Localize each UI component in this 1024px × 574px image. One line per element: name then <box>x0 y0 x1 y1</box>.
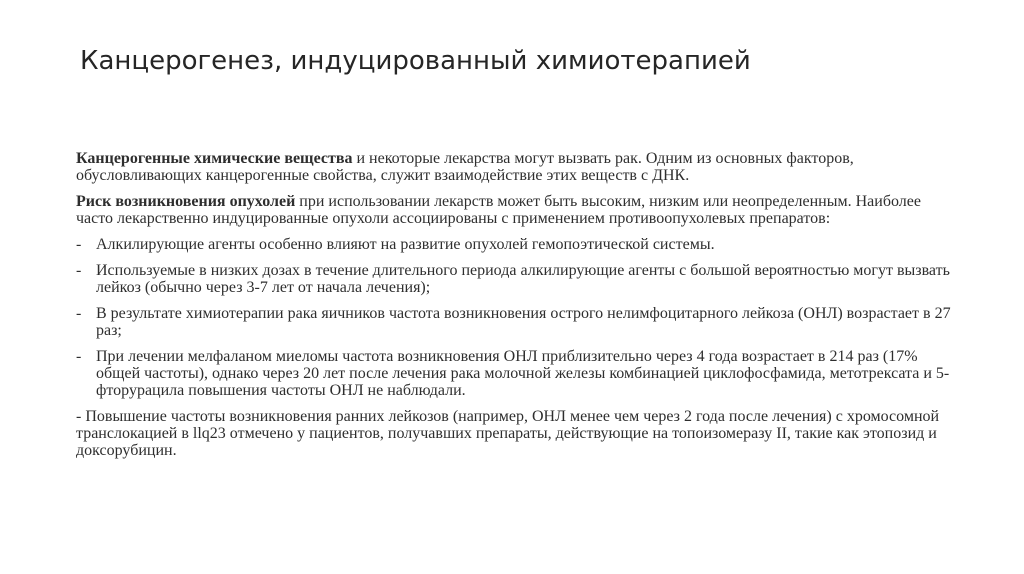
paragraph-carcinogens <box>76 150 956 184</box>
paragraph-bold-lead: Риск возникновения опухолей <box>76 193 296 210</box>
bullet-item <box>76 236 956 253</box>
bullet-text: Повышение частоты возникновения ранних лейкозов (например, ОНЛ менее чем через 2 года после лечения) с хромосомной транслокацией в llq23 отмечено у пациентов, получавших препараты, действующие на топоизомеразу II, такие как этопозид и доксорубицин. <box>76 408 940 459</box>
bullet-text: Алкилирующие агенты особенно влияют на развитие опухолей гемопоэтической системы. <box>96 236 715 253</box>
paragraph-tumor-risk <box>76 193 956 227</box>
bullet-marker: - <box>76 408 82 425</box>
bullet-marker: - <box>76 348 82 365</box>
slide-title: Канцерогенез, индуцированный химиотерапией <box>80 46 751 76</box>
bullet-item <box>76 348 956 399</box>
bullet-item <box>76 408 956 459</box>
paragraph-text: при использовании лекарств может быть высоким, низким или неопределенным. Наиболее часто лекарственно индуцированные опухоли ассоциированы с применением противоопухолевых препаратов: <box>76 193 921 227</box>
bullet-marker: - <box>76 262 82 279</box>
bullet-item <box>76 305 956 339</box>
slide-body <box>76 150 956 468</box>
bullet-text: При лечении мелфаланом миеломы частота возникновения ОНЛ приблизительно через 4 года возрастает в 214 раз (17% общей частоты), однако через 20 лет после лечения рака молочной железы комбинацией циклофосфамида, метотрексата и 5-фторурацила повышения частоты ОНЛ не наблюдали. <box>96 348 950 399</box>
bullet-marker: - <box>76 305 82 322</box>
bullet-text: Используемые в низких дозах в течение длительного периода алкилирующие агенты с большой вероятностью могут вызвать лейкоз (обычно через 3-7 лет от начала лечения); <box>96 262 950 296</box>
paragraph-bold-lead: Канцерогенные химические вещества <box>76 150 353 167</box>
paragraph-text: и некоторые лекарства могут вызвать рак. Одним из основных факторов, обусловливающих канцерогенные свойства, служит взаимодействие этих веществ с ДНК. <box>76 150 854 184</box>
bullet-marker: - <box>76 236 82 253</box>
bullet-item <box>76 262 956 296</box>
bullet-text: В результате химиотерапии рака яичников частота возникновения острого нелимфоцитарного лейкоза (ОНЛ) возрастает в 27 раз; <box>96 305 951 339</box>
